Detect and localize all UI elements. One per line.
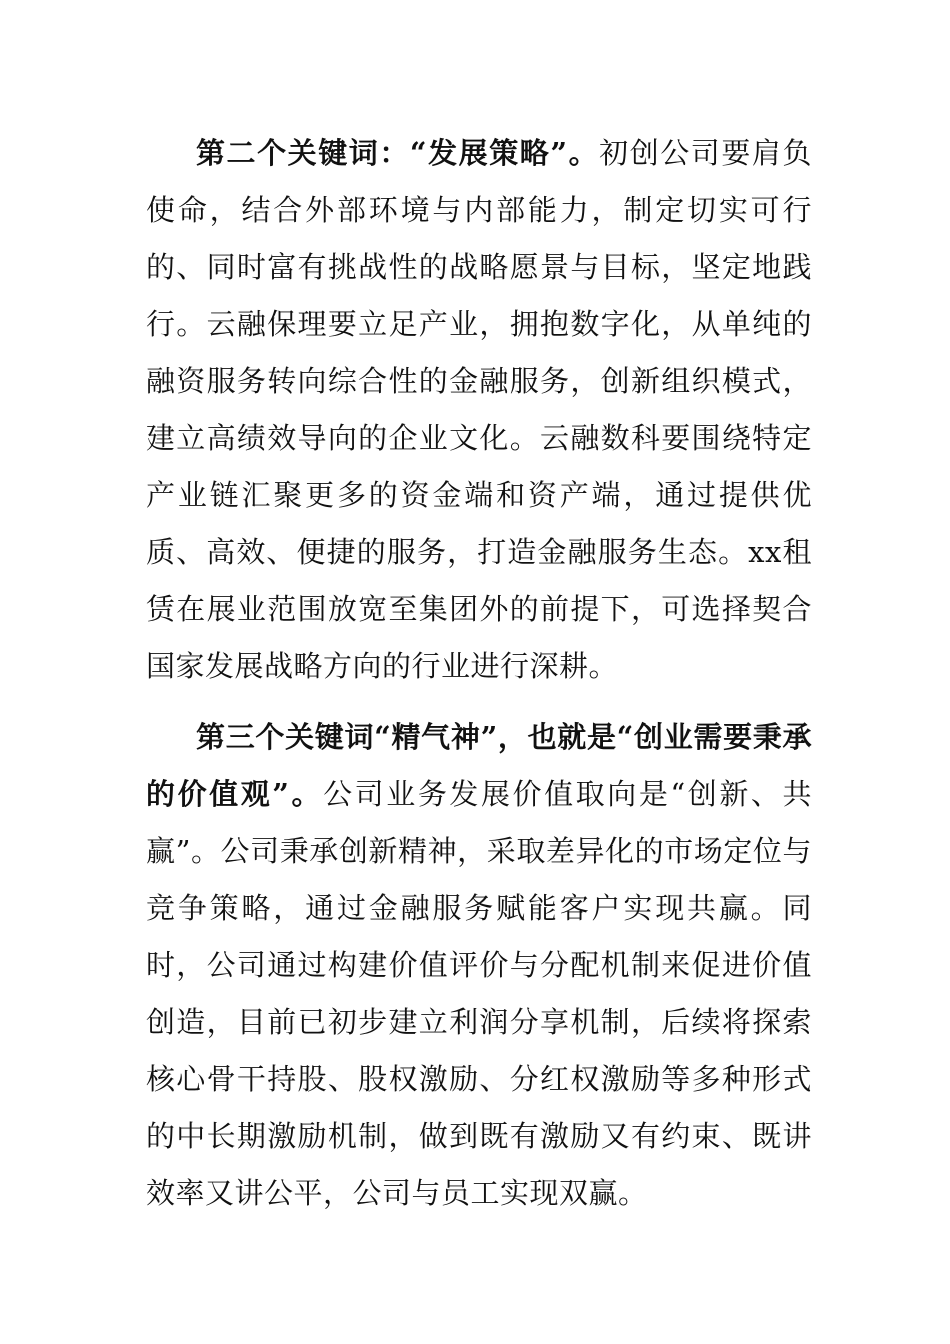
keyword-heading: 第三个关键词“精气神”，也就是“创业需要秉承的价值观”。 [146, 720, 812, 811]
paragraph-development-strategy [146, 125, 812, 695]
document-body [146, 125, 812, 1222]
paragraph-text: 公司业务发展价值取向是“创新、共赢”。公司秉承创新精神，采取差异化的市场定位与竞争策略，通过金融服务赋能客户实现共赢。同时，公司通过构建价值评价与分配机制来促进价值创造，目前已初步建立利润分享机制，后续将探索核心骨干持股、股权激励、分红权激励等多种形式的中长期激励机制，做到既有激励又有约束、既讲效率又讲公平，公司与员工实现双赢。 [146, 777, 812, 1210]
paragraph-text: 初创公司要肩负使命，结合外部环境与内部能力，制定切实可行的、同时富有挑战性的战略愿景与目标，坚定地践行。云融保理要立足产业，拥抱数字化，从单纯的融资服务转向综合性的金融服务，创新组织模式，建立高绩效导向的企业文化。云融数科要围绕特定产业链汇聚更多的资金端和资产端，通过提供优质、高效、便捷的服务，打造金融服务生态。xx租赁在展业范围放宽至集团外的前提下，可选择契合国家发展战略方向的行业进行深耕。 [146, 136, 812, 683]
paragraph-spirit-values [146, 709, 812, 1222]
keyword-heading: 第二个关键词：“发展策略”。 [196, 136, 600, 170]
